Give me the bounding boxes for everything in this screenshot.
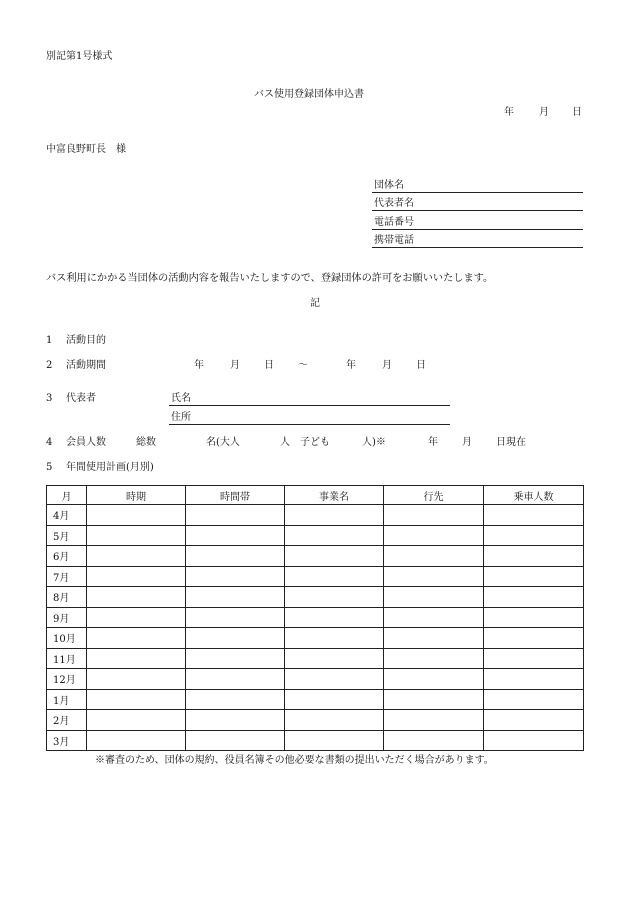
form-id: 別記第1号様式 — [46, 51, 113, 62]
event-cell[interactable] — [285, 546, 384, 567]
header-passengers: 乗車人数 — [484, 486, 584, 505]
period-cell[interactable] — [87, 525, 186, 546]
table-header-row — [47, 486, 584, 505]
month-cell: 12月 — [47, 669, 87, 690]
passengers-cell[interactable] — [484, 689, 584, 710]
rep-address-line[interactable] — [169, 411, 450, 425]
header-event: 事業名 — [285, 486, 384, 505]
members-total-label: 総数 — [136, 437, 156, 448]
passengers-cell[interactable] — [484, 566, 584, 587]
month-cell: 10月 — [47, 628, 87, 649]
event-cell[interactable] — [285, 669, 384, 690]
period-end-month: 月 — [382, 360, 392, 371]
applicant-mobile-label: 携帯電話 — [374, 235, 414, 246]
rep-name-label: 氏名 — [171, 393, 191, 404]
destination-cell[interactable] — [384, 587, 484, 608]
period-cell[interactable] — [87, 587, 186, 608]
applicant-rep-name-line[interactable] — [372, 197, 583, 211]
document-title: バス使用登録団体申込書 — [254, 89, 364, 100]
ki-heading: 記 — [310, 298, 320, 309]
period-cell[interactable] — [87, 648, 186, 669]
members-as-of-label: 日現在 — [496, 437, 526, 448]
passengers-cell[interactable] — [484, 628, 584, 649]
table-row — [47, 628, 584, 649]
destination-cell[interactable] — [384, 628, 484, 649]
passengers-cell[interactable] — [484, 669, 584, 690]
month-cell: 4月 — [47, 505, 87, 526]
month-cell: 9月 — [47, 607, 87, 628]
time-cell[interactable] — [186, 607, 285, 628]
time-cell[interactable] — [186, 730, 285, 751]
period-cell[interactable] — [87, 505, 186, 526]
time-cell[interactable] — [186, 710, 285, 731]
table-row — [47, 689, 584, 710]
applicant-group-name-label: 団体名 — [374, 180, 404, 191]
period-cell[interactable] — [87, 607, 186, 628]
item-2-number: 2 — [46, 360, 53, 371]
passengers-cell[interactable] — [484, 525, 584, 546]
table-row — [47, 730, 584, 751]
event-cell[interactable] — [285, 587, 384, 608]
destination-cell[interactable] — [384, 525, 484, 546]
time-cell[interactable] — [186, 546, 285, 567]
period-cell[interactable] — [87, 628, 186, 649]
destination-cell[interactable] — [384, 648, 484, 669]
table-row — [47, 546, 584, 567]
event-cell[interactable] — [285, 648, 384, 669]
period-cell[interactable] — [87, 566, 186, 587]
destination-cell[interactable] — [384, 607, 484, 628]
table-row — [47, 505, 584, 526]
members-adult-label: 名(大人 — [206, 437, 240, 448]
month-cell: 11月 — [47, 648, 87, 669]
date-month-label: 月 — [539, 107, 549, 118]
passengers-cell[interactable] — [484, 546, 584, 567]
period-end-year: 年 — [346, 360, 356, 371]
time-cell[interactable] — [186, 566, 285, 587]
rep-address-label: 住所 — [171, 412, 191, 423]
event-cell[interactable] — [285, 505, 384, 526]
table-row — [47, 607, 584, 628]
members-note-label: 人)※ — [362, 437, 386, 448]
time-cell[interactable] — [186, 689, 285, 710]
destination-cell[interactable] — [384, 505, 484, 526]
passengers-cell[interactable] — [484, 607, 584, 628]
period-cell[interactable] — [87, 669, 186, 690]
members-child-label: 人 子ども — [280, 437, 330, 448]
item-1-number: 1 — [46, 335, 53, 346]
annual-plan-table — [46, 485, 584, 751]
item-5-label: 年間使用計画(月別) — [66, 462, 154, 473]
members-year-label: 年 — [428, 437, 438, 448]
period-end-day: 日 — [416, 360, 426, 371]
applicant-phone-line[interactable] — [372, 216, 583, 230]
month-cell: 1月 — [47, 689, 87, 710]
table-row — [47, 587, 584, 608]
month-cell: 7月 — [47, 566, 87, 587]
destination-cell[interactable] — [384, 546, 484, 567]
period-start-year: 年 — [194, 360, 204, 371]
destination-cell[interactable] — [384, 566, 484, 587]
passengers-cell[interactable] — [484, 710, 584, 731]
applicant-group-name-line[interactable] — [372, 179, 583, 193]
passengers-cell[interactable] — [484, 730, 584, 751]
month-cell: 2月 — [47, 710, 87, 731]
table-row — [47, 566, 584, 587]
time-cell[interactable] — [186, 505, 285, 526]
time-cell[interactable] — [186, 669, 285, 690]
item-3-number: 3 — [46, 393, 53, 404]
header-destination: 行先 — [384, 486, 484, 505]
header-period: 時期 — [87, 486, 186, 505]
destination-cell[interactable] — [384, 710, 484, 731]
item-5-number: 5 — [46, 462, 53, 473]
destination-cell[interactable] — [384, 669, 484, 690]
event-cell[interactable] — [285, 566, 384, 587]
event-cell[interactable] — [285, 730, 384, 751]
item-4-number: 4 — [46, 437, 53, 448]
period-cell[interactable] — [87, 546, 186, 567]
date-day-label: 日 — [572, 107, 582, 118]
month-cell: 8月 — [47, 587, 87, 608]
time-cell[interactable] — [186, 525, 285, 546]
table-row — [47, 525, 584, 546]
item-1-label: 活動目的 — [66, 335, 106, 346]
period-start-day: 日 — [264, 360, 274, 371]
period-start-month: 月 — [230, 360, 240, 371]
month-cell: 3月 — [47, 730, 87, 751]
addressee: 中富良野町長 様 — [46, 144, 126, 155]
applicant-phone-label: 電話番号 — [374, 217, 414, 228]
item-2-label: 活動期間 — [66, 360, 106, 371]
event-cell[interactable] — [285, 607, 384, 628]
applicant-rep-name-label: 代表者名 — [374, 198, 414, 209]
event-cell[interactable] — [285, 710, 384, 731]
period-tilde: 〜 — [298, 360, 308, 371]
table-row — [47, 710, 584, 731]
intro-text: バス利用にかかる当団体の活動内容を報告いたしますので、登録団体の許可をお願いいたします。 — [46, 273, 494, 284]
header-time: 時間帯 — [186, 486, 285, 505]
table-row — [47, 648, 584, 669]
time-cell[interactable] — [186, 628, 285, 649]
passengers-cell[interactable] — [484, 505, 584, 526]
members-month-label: 月 — [462, 437, 472, 448]
header-month: 月 — [47, 486, 87, 505]
date-year-label: 年 — [504, 107, 514, 118]
event-cell[interactable] — [285, 689, 384, 710]
item-4-label: 会員人数 — [66, 437, 106, 448]
footnote: ※審査のため、団体の規約、役員名簿その他必要な書類の提出いただく場合があります。 — [95, 755, 494, 766]
time-cell[interactable] — [186, 587, 285, 608]
passengers-cell[interactable] — [484, 587, 584, 608]
event-cell[interactable] — [285, 628, 384, 649]
item-3-label: 代表者 — [66, 393, 96, 404]
time-cell[interactable] — [186, 648, 285, 669]
applicant-mobile-line[interactable] — [372, 234, 583, 248]
table-row — [47, 669, 584, 690]
period-cell[interactable] — [87, 689, 186, 710]
month-cell: 5月 — [47, 525, 87, 546]
passengers-cell[interactable] — [484, 648, 584, 669]
period-cell[interactable] — [87, 710, 186, 731]
event-cell[interactable] — [285, 525, 384, 546]
rep-name-line[interactable] — [169, 392, 450, 406]
destination-cell[interactable] — [384, 730, 484, 751]
destination-cell[interactable] — [384, 689, 484, 710]
month-cell: 6月 — [47, 546, 87, 567]
period-cell[interactable] — [87, 730, 186, 751]
